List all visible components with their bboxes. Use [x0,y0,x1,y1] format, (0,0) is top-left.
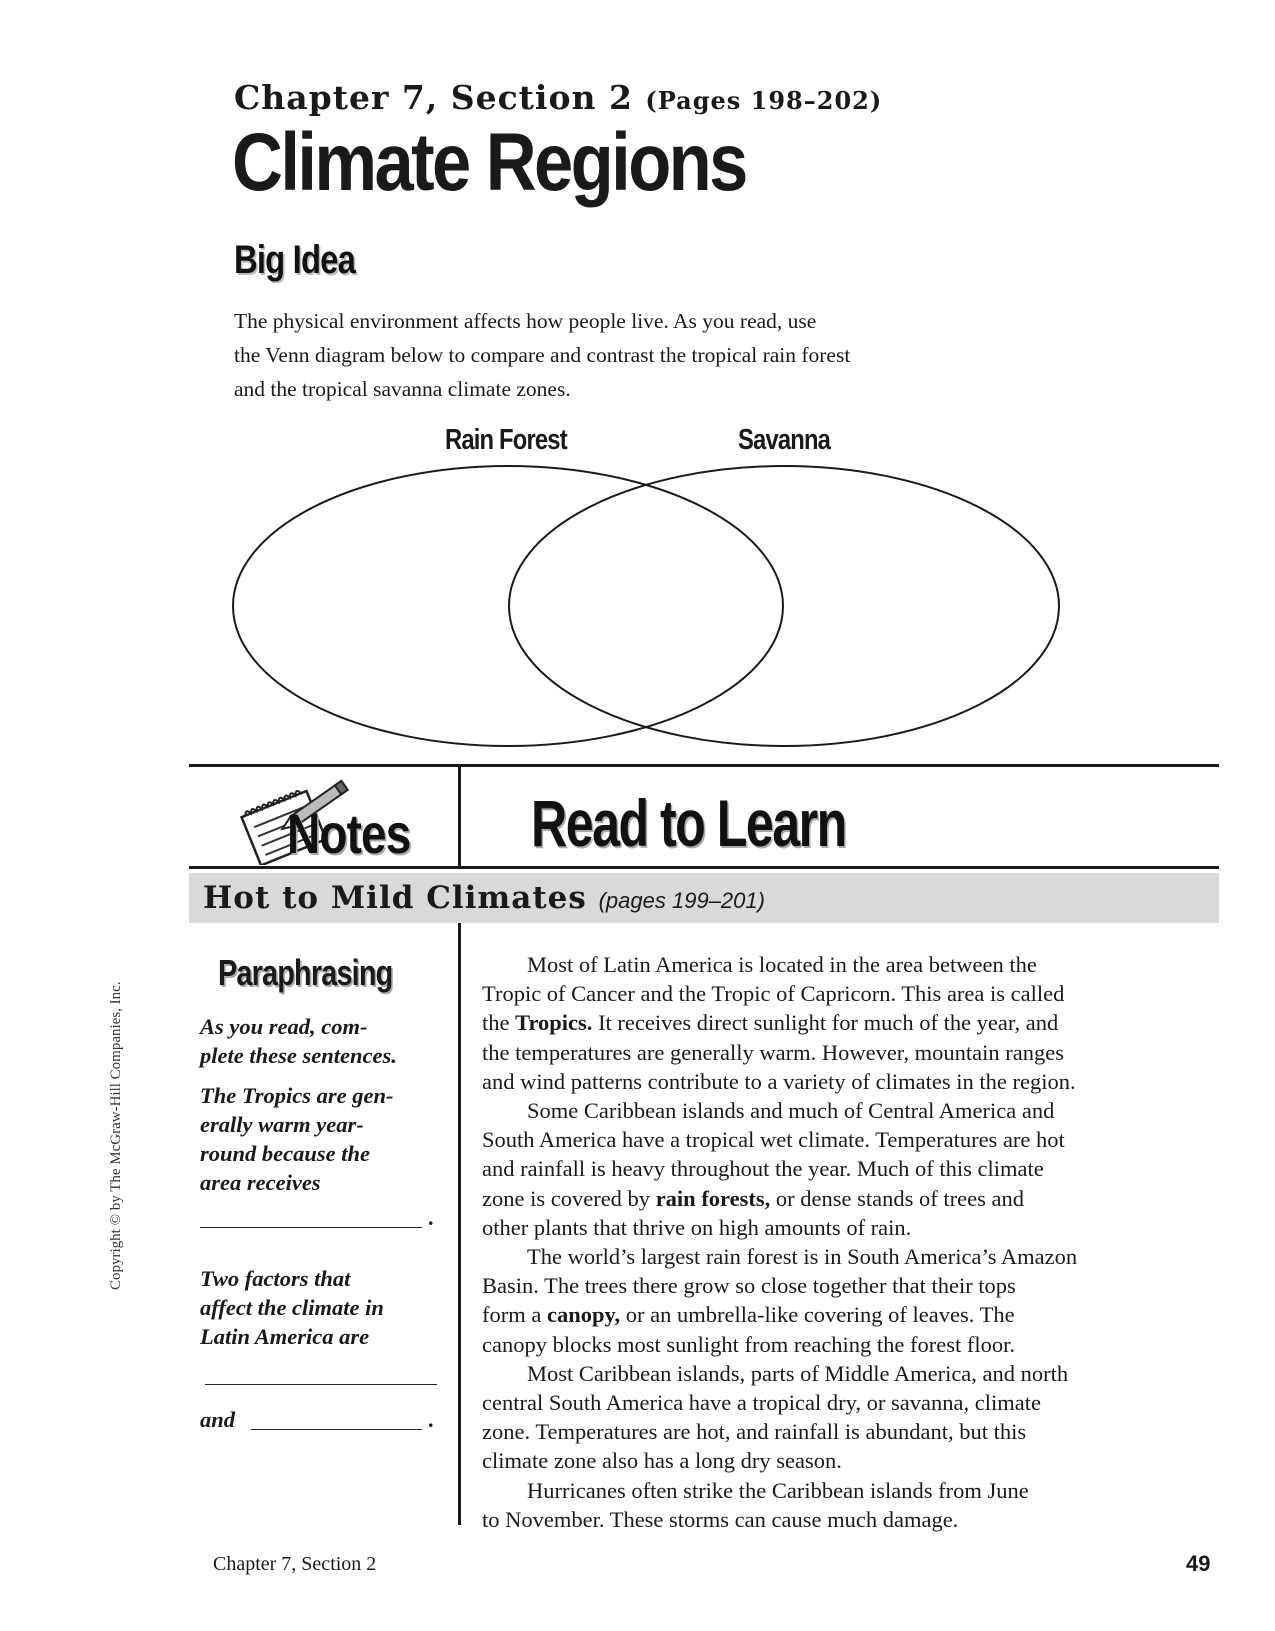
body-line: South America have a tropical wet climate. Temperatures are hot [482,1127,1065,1153]
body-line: Hurricanes often strike the Caribbean islands from June [527,1477,1029,1503]
body-paragraph [482,950,1220,1096]
chapter-pages: (Pages 198–202) [645,86,883,115]
body-line: to November. These storms can cause much damage. [482,1506,959,1532]
question-line: erally warm year- [200,1112,364,1137]
column-divider [458,923,461,1525]
body-line: climate zone also has a long dry season. [482,1448,842,1474]
question-factors [200,1264,440,1351]
key-term-tropics: Tropics. [515,1010,593,1036]
body-line: other plants that thrive on high amounts of rain. [482,1214,912,1240]
intro-line: The physical environment affects how people live. As you read, use [234,309,817,333]
answer-blank-tropics[interactable] [200,1227,422,1228]
question-line: round because the [200,1141,371,1166]
big-idea-heading: Big Idea [234,238,356,282]
notes-label: Notes [287,802,411,865]
body-line: Basin. The trees there grow so close together that their tops [482,1273,1016,1299]
section-heading [203,880,765,916]
body-line: zone. Temperatures are hot, and rainfall is abundant, but this [482,1419,1027,1445]
body-line: form a [482,1302,547,1328]
page-number: 49 [1186,1551,1211,1576]
body-paragraph [482,1096,1220,1242]
body-paragraph [482,1242,1220,1359]
body-line: or dense stands of trees and [770,1185,1024,1211]
read-to-learn-label: Read to Learn [531,786,846,860]
key-term-canopy: canopy, [546,1302,621,1328]
instruction-line: plete these sentences. [200,1043,397,1068]
answer-blank-factor-2[interactable] [251,1429,422,1430]
banner-divider [458,764,461,867]
body-line: or an umbrella-like covering of leaves. The [620,1302,1015,1328]
question-line: Two factors that [200,1266,351,1291]
body-line: canopy blocks most sunlight from reaching the forest floor. [482,1331,1016,1357]
section-pages: (pages 199–201) [598,888,765,913]
answer-blank-factor-1[interactable] [205,1384,437,1385]
body-line: and rainfall is heavy throughout the year. Much of this climate [482,1156,1044,1182]
period: . [428,1407,434,1432]
body-line: The world’s largest rain forest is in South America’s Amazon [527,1244,1078,1270]
intro-line: the Venn diagram below to compare and contrast the tropical rain forest [234,343,851,367]
question-line: affect the climate in [200,1295,384,1320]
body-line: central South America have a tropical dry, or savanna, climate [482,1390,1041,1416]
intro-line: and the tropical savanna climate zones. [234,377,571,401]
banner-top-rule [189,764,1219,767]
body-line: zone is covered by [482,1185,656,1211]
key-term-rain-forests: rain forests, [655,1185,771,1211]
body-line: It receives direct sunlight for much of the year, and [592,1010,1059,1036]
copyright-notice: Copyright © by The McGraw-Hill Companies, Inc. [108,981,124,1290]
body-line: Tropic of Cancer and the Tropic of Capricorn. This area is called [482,981,1065,1007]
body-paragraph [482,1359,1220,1476]
venn-label-rain-forest: Rain Forest [445,424,567,456]
page-title: Climate Regions [232,117,746,208]
venn-label-savanna: Savanna [738,424,831,456]
body-line: the temperatures are generally warm. However, mountain ranges [482,1039,1064,1065]
banner-bottom-rule [189,866,1219,869]
instruction-line: As you read, com- [200,1014,368,1039]
question-line: area receives [200,1170,321,1195]
and-label: and [200,1407,236,1432]
body-line: Most of Latin America is located in the area between the [527,952,1037,977]
paraphrasing-instructions [200,1012,440,1070]
body-line: the [482,1010,516,1036]
period: . [428,1205,434,1230]
question-line: The Tropics are gen- [200,1083,394,1108]
question-tropics [200,1081,440,1197]
question-line: Latin America are [200,1324,370,1349]
section-title: Hot to Mild Climates [203,880,587,916]
paraphrasing-heading: Paraphrasing [218,952,393,993]
body-line: and wind patterns contribute to a variety of climates in the region. [482,1068,1076,1094]
chapter-label: Chapter 7, Section 2 [234,78,633,117]
venn-diagram [0,0,1275,760]
read-to-learn-body [482,950,1220,1534]
footer-chapter: Chapter 7, Section 2 [213,1553,377,1575]
body-paragraph [482,1476,1220,1534]
body-line: Most Caribbean islands, parts of Middle America, and north [527,1360,1069,1386]
body-line: Some Caribbean islands and much of Central America and [527,1098,1055,1124]
